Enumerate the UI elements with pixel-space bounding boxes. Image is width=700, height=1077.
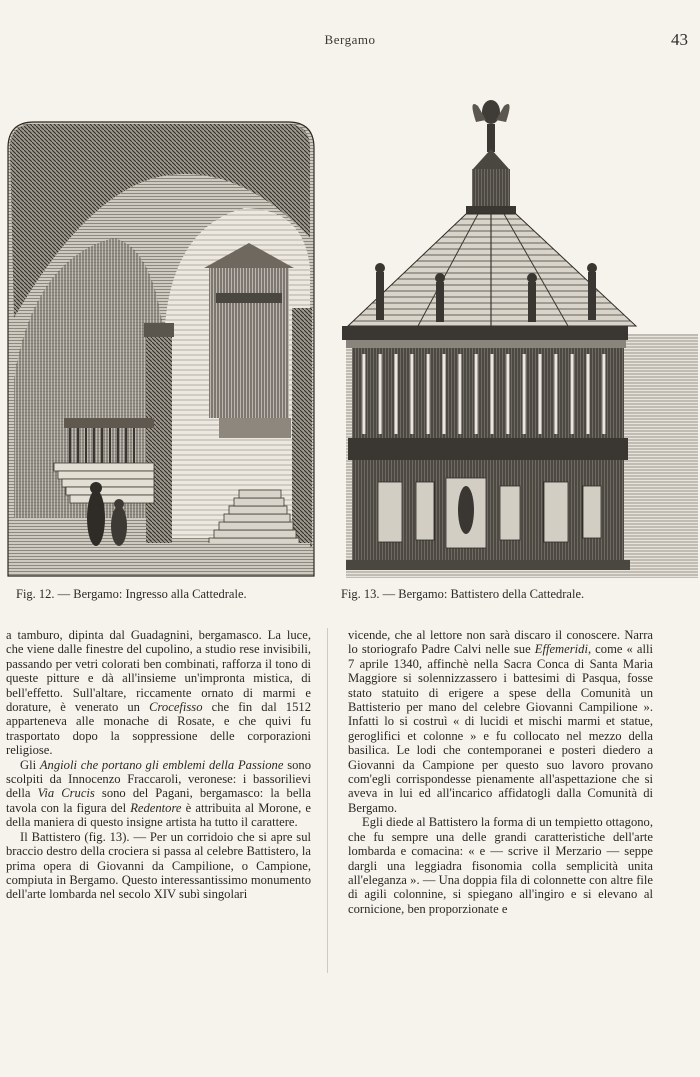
text-run: che fin dal 1512 apparteneva alle monache di Rosate, e che quivi fu trasportato dopo la soppressione delle corporazioni religiose. [6,700,311,758]
text-column-left [6,628,311,902]
text-run: a tamburo, dipinta dal Guadagnini, bergamasco. La luce, che viene dalle finestre del cupolino, a studio rese invisibili, passando per vetri colorati ben combinati, rafforza il tono di queste pitture e dà all'insieme un'impronta mistica, di bell'effetto. Sull'altare, riccamente ornato di marmi e dorature, è venerato un [6,628,311,715]
figure-12-caption: Fig. 12. — Bergamo: Ingresso alla Cattedrale. [16,587,247,601]
page-number: 43 [671,30,688,49]
italic-term: Effemeridi [534,642,588,657]
cathedral-entrance-engraving [4,118,318,580]
text-run: vicende, che al lettore non sarà discaro il conoscere. Narra lo storiografo Padre Calvi nelle sue [348,628,653,657]
text-run: sono scolpiti da Innocenzo Fraccaroli, veronese: i bassorilievi della [6,757,311,801]
text-run: Gli [20,757,40,772]
running-title: Bergamo [324,32,376,47]
text-run: sono del Pagani, bergamasco: la bella tavola con la figura del [6,786,312,815]
text-run: , come « alli 7 aprile 1340, affinchè nella Sacra Conca di Santa Maria Maggiore si solennizzassero i battesimi di Pasqua, fosse stato statuito di erigere a spese della Comunità un Battisterio per mano del celebre Giovanni Campilione ». Infatti lo si costruì « di lucidi et mischi marmi et statue, geroglifici et colonne » e fu collocato nel mezzo della basilica. Le lodi che contemporanei e posteri diedero a Giovanni da Campione per questo suo lavoro provano com'egli corrispondesse pienamente all'aspettazione che si aveva in lui ed all'incarico affidatogli dalla Comunità di Bergamo. [348,642,654,815]
italic-term: Crocefisso [149,700,203,715]
paragraph [6,628,311,758]
italic-term: Angioli che portano gli emblemi della Passione [39,757,284,772]
figure-13-caption: Fig. 13. — Bergamo: Battistero della Cattedrale. [341,587,585,601]
paragraph: Egli diede al Battistero la forma di un tempietto ottagono, che fu sempre una delle grandi caratteristiche dell'arte lombarda e comacina: « e — scrive il Merzario — seppe dargli una leggiadra fisonomia colla semplicità unita all'eleganza ». — Una doppia fila di colonnette con altre file di agili colonnine, si spiegano all'ingiro e si elevano al cornicione, ben proporzionate e [348,815,653,916]
paragraph [6,758,311,830]
paragraph: Il Battistero (fig. 13). — Per un corridoio che si apre sul braccio destro della crociera si passa al celebre Battistero, la prima opera di Giovanni da Campilione, o Campione, compiuta in Bergamo. Questo interessantissimo monumento dell'arte lombarda nel secolo XIV subì singolari [6,829,311,902]
paragraph [348,628,653,815]
italic-term: Redentore [130,800,182,815]
running-head [0,30,700,50]
text-run: è attribuita al Morone, e della maniera di questo insigne artista ha tutto il carattere. [6,800,311,830]
baptistery-engraving [338,94,700,580]
italic-term: Via Crucis [37,786,95,801]
text-column-right [348,628,653,916]
column-divider [327,628,328,973]
